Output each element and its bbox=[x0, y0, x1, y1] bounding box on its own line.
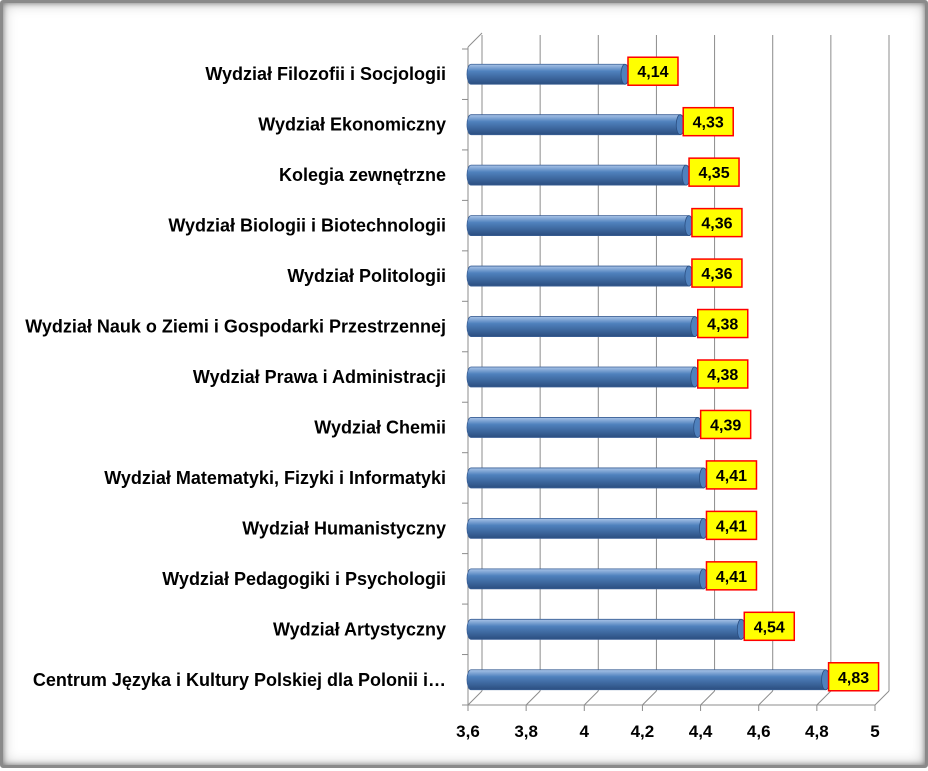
bar bbox=[467, 317, 699, 337]
bar bbox=[467, 367, 699, 387]
bar bbox=[467, 64, 629, 84]
category-label: Wydział Matematyki, Fizyki i Informatyki bbox=[104, 467, 446, 488]
bar bbox=[467, 165, 690, 185]
gridline-floor bbox=[817, 691, 831, 705]
data-label: 4,36 bbox=[701, 215, 733, 233]
bar bbox=[467, 216, 693, 236]
data-label: 4,41 bbox=[715, 568, 748, 586]
gridline-floor bbox=[468, 691, 482, 705]
x-tick-label: 4,6 bbox=[746, 722, 771, 741]
x-tick-label: 4 bbox=[579, 722, 590, 741]
data-label: 4,35 bbox=[698, 165, 730, 183]
data-label: 4,38 bbox=[707, 367, 739, 384]
gridline-floor bbox=[759, 691, 773, 705]
category-label: Wydział Politologii bbox=[287, 266, 446, 287]
data-label: 4,54 bbox=[753, 619, 785, 637]
x-tick-label: 3,6 bbox=[456, 722, 480, 741]
category-label: Wydział Prawa i Administracji bbox=[192, 367, 446, 387]
bar bbox=[467, 670, 830, 690]
gridline-floor bbox=[701, 691, 715, 705]
x-tick-label: 5 bbox=[870, 722, 880, 741]
x-tick-labels bbox=[456, 722, 880, 741]
category-label: Wydział Artystyczny bbox=[272, 619, 446, 640]
gridline-floor bbox=[875, 691, 889, 705]
data-label: 4,41 bbox=[715, 518, 748, 536]
data-label: 4,33 bbox=[692, 114, 724, 132]
category-label: Wydział Ekonomiczny bbox=[258, 114, 446, 135]
data-label: 4,14 bbox=[637, 64, 669, 82]
data-label: 4,38 bbox=[707, 316, 739, 334]
bar-chart bbox=[3, 3, 928, 771]
bars bbox=[467, 64, 830, 690]
bar bbox=[467, 115, 684, 135]
bar bbox=[467, 468, 707, 488]
bar bbox=[467, 619, 745, 639]
bar bbox=[467, 417, 702, 437]
category-label: Kolegia zewnętrzne bbox=[278, 165, 446, 186]
category-label: Centrum Języka i Kultury Polskiej dla Polonii i… bbox=[32, 669, 446, 690]
gridline-floor bbox=[642, 691, 656, 705]
gridline-floor bbox=[584, 691, 598, 705]
category-label: Wydział Pedagogiki i Psychologii bbox=[162, 568, 446, 589]
category-labels bbox=[25, 64, 446, 690]
x-tick-label: 4,8 bbox=[805, 722, 829, 741]
bar bbox=[467, 569, 707, 589]
bar bbox=[467, 518, 707, 538]
x-tick-label: 4,2 bbox=[630, 722, 655, 741]
data-label: 4,39 bbox=[710, 417, 742, 435]
bar bbox=[467, 266, 693, 286]
x-tick-label: 4,4 bbox=[688, 722, 713, 741]
category-label: Wydział Filozofii i Socjologii bbox=[205, 64, 446, 85]
gridline-floor bbox=[526, 691, 540, 705]
category-label: Wydział Humanistyczny bbox=[242, 518, 446, 539]
data-label: 4,83 bbox=[838, 669, 870, 687]
data-label: 4,41 bbox=[715, 467, 748, 485]
y-axis-top bbox=[468, 33, 482, 47]
category-label: Wydział Chemii bbox=[314, 417, 446, 438]
category-label: Wydział Biologii i Biotechnologii bbox=[168, 215, 446, 236]
category-label: Wydział Nauk o Ziemi i Gospodarki Przestrzennej bbox=[25, 316, 446, 337]
x-tick-label: 3,8 bbox=[514, 722, 538, 741]
data-label: 4,36 bbox=[701, 266, 733, 284]
